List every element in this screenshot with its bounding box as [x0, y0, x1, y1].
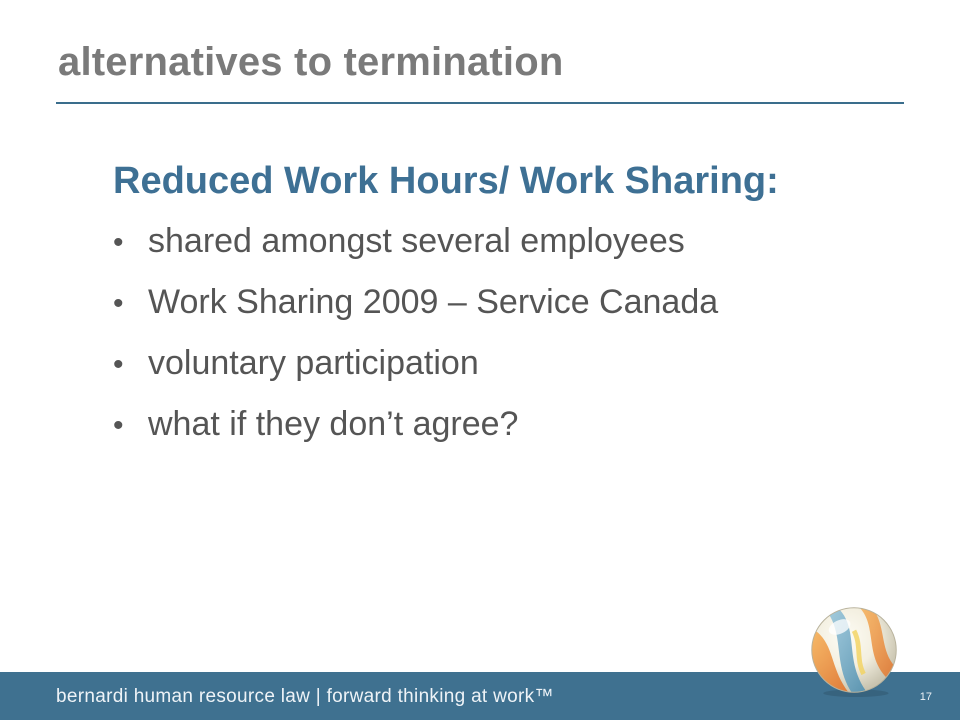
page-number: 17 — [919, 691, 932, 703]
bullet-icon: • — [113, 348, 124, 381]
bullet-text: Work Sharing 2009 – Service Canada — [148, 283, 719, 321]
bullet-item — [113, 405, 718, 466]
marble-logo-icon — [806, 602, 902, 698]
title-divider — [56, 102, 904, 104]
bullet-icon: • — [113, 287, 124, 320]
bullet-list — [113, 222, 718, 466]
footer-tagline: bernardi human resource law | forward thinking at work™ — [56, 686, 554, 707]
bullet-text: shared amongst several employees — [148, 222, 685, 260]
bullet-item — [113, 344, 718, 405]
section-heading: Reduced Work Hours/ Work Sharing: — [113, 160, 779, 202]
bullet-item — [113, 283, 718, 344]
bullet-text: voluntary participation — [148, 344, 479, 382]
bullet-text: what if they don’t agree? — [148, 405, 519, 443]
bullet-icon: • — [113, 409, 124, 442]
bullet-item — [113, 222, 718, 283]
bullet-icon: • — [113, 226, 124, 259]
slide-title: alternatives to termination — [58, 40, 564, 84]
